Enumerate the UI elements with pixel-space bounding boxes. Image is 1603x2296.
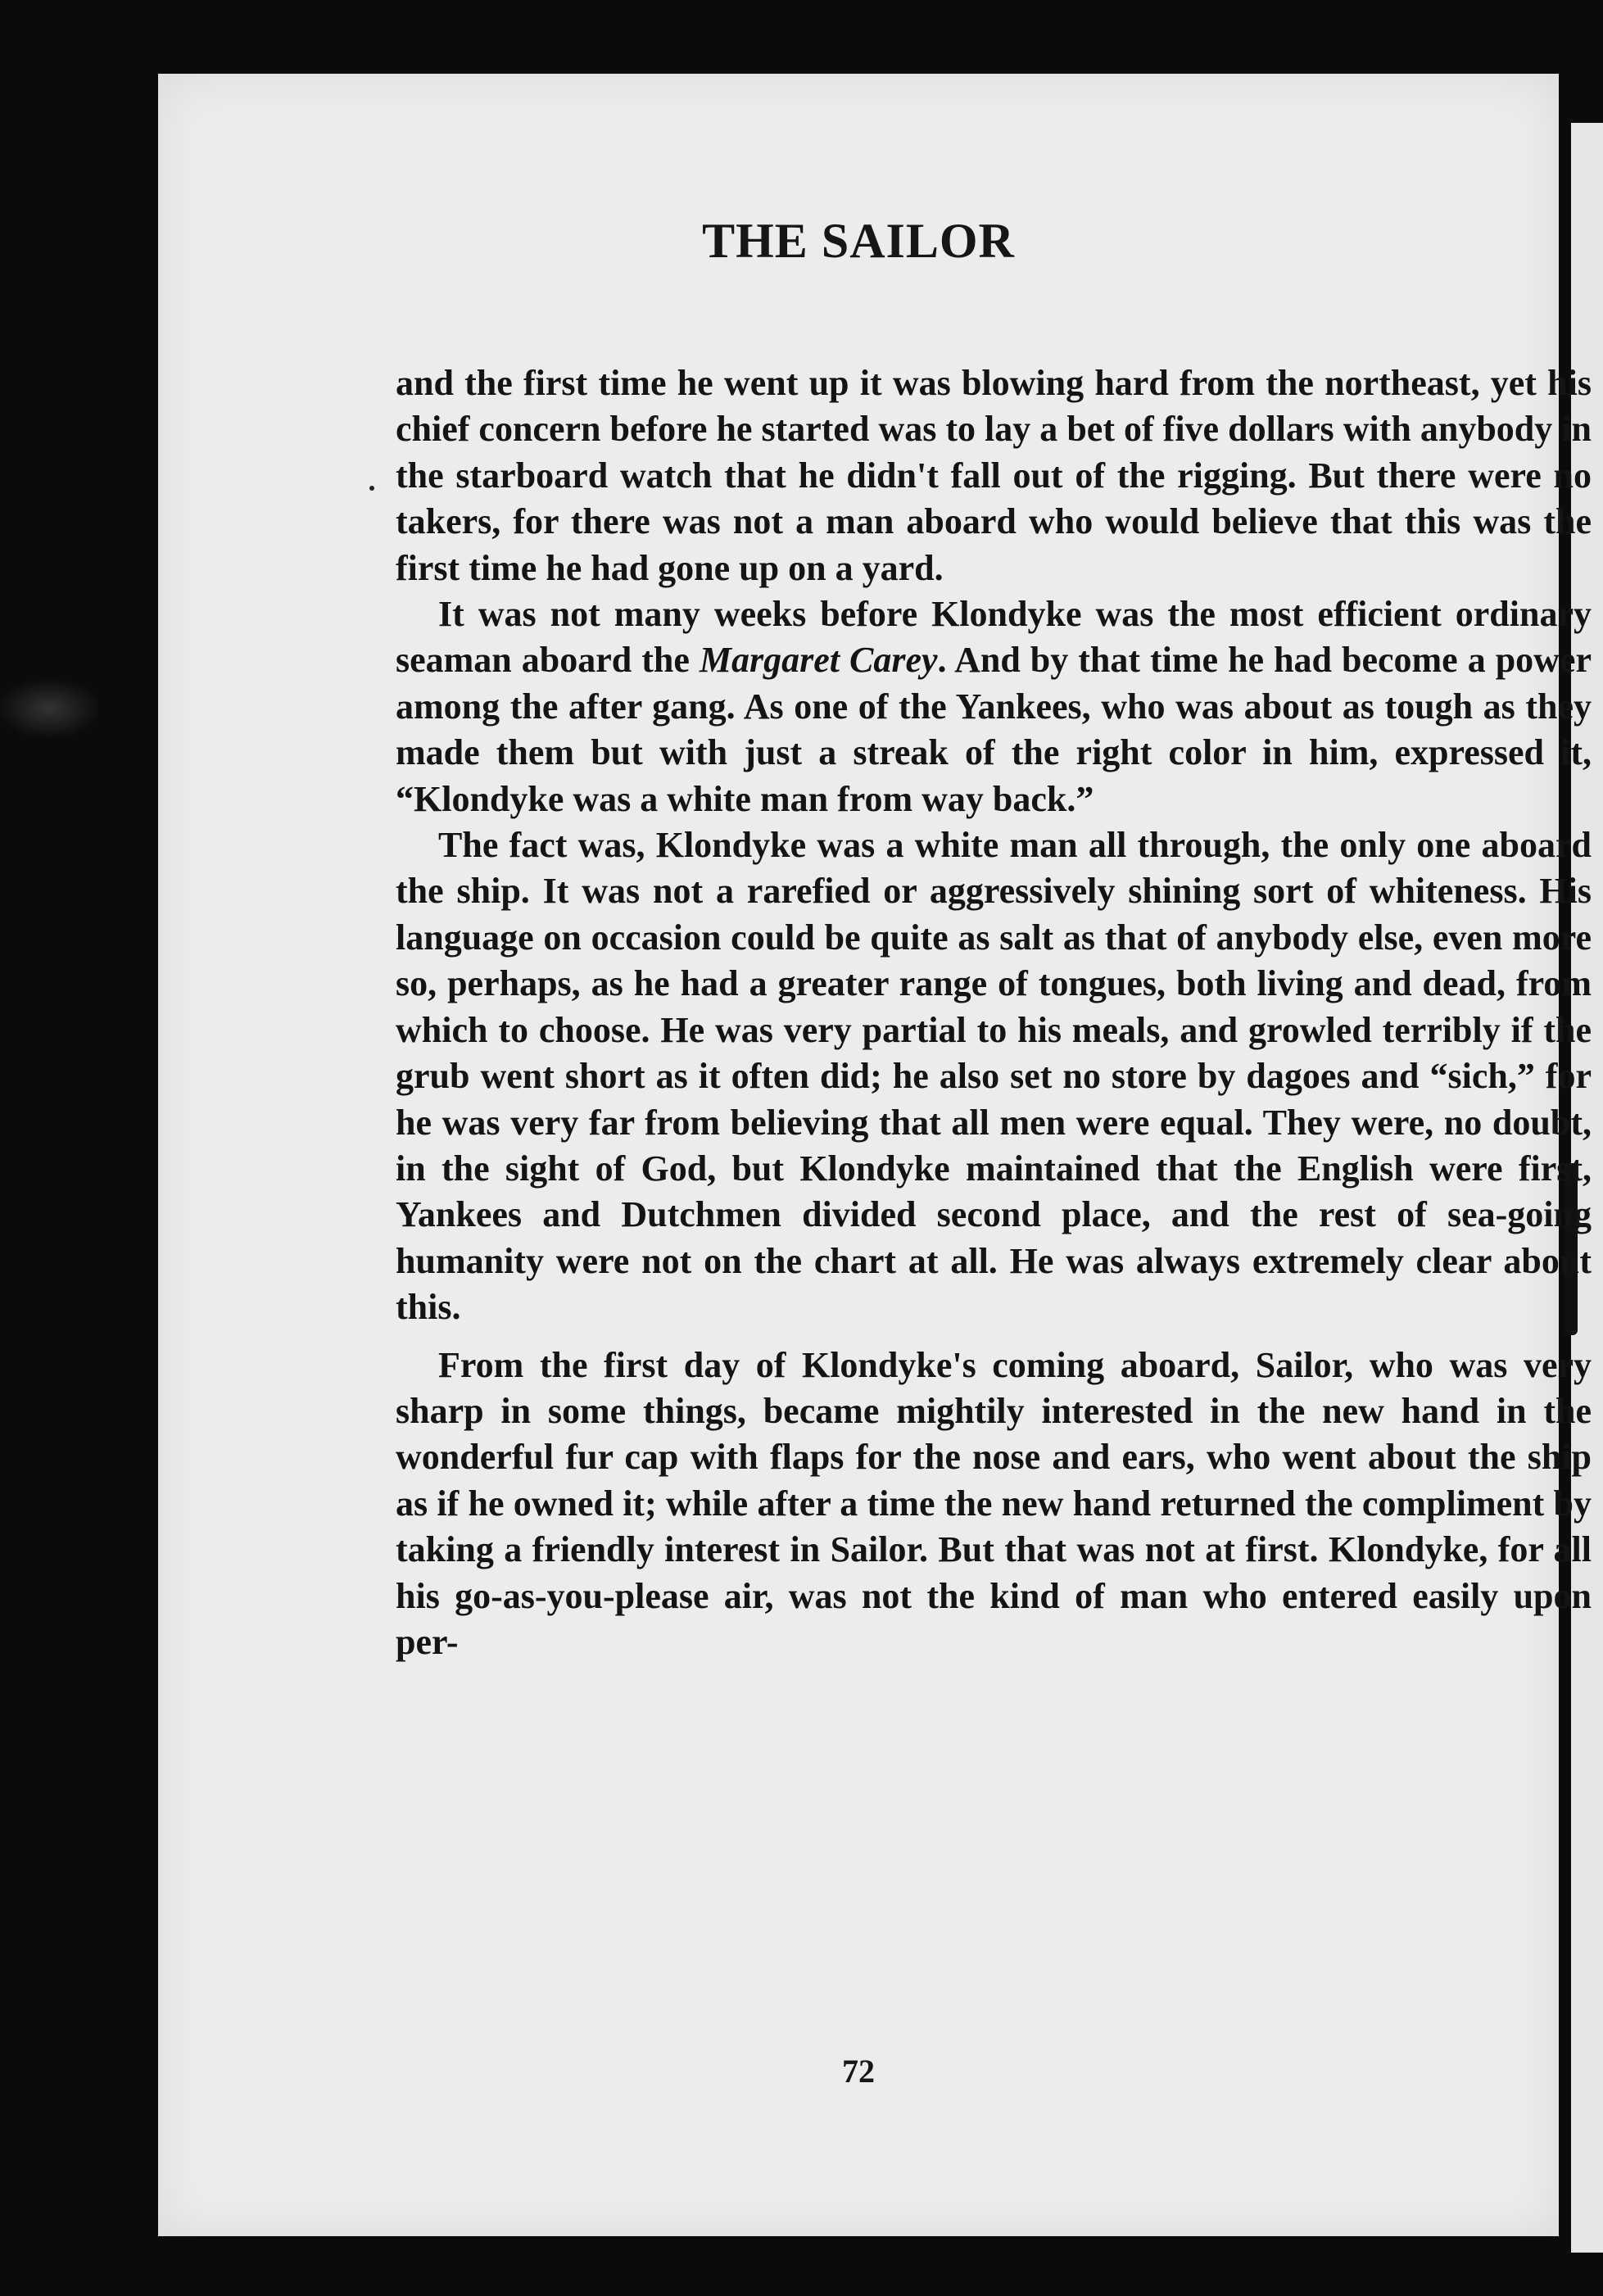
ink-speck xyxy=(369,486,374,491)
paragraph-text: . And by that time he had become a power among the after gang. As one of the Yankees, who was about as tough as they made them but with just a streak of the right color in him, expressed it, “Klondyke was a white man from way back.” xyxy=(396,640,1592,819)
scan-smudge xyxy=(0,680,98,737)
book-page xyxy=(158,74,1592,2236)
paragraph-text: The fact was, Klondyke was a white man all through, the only one aboard the ship. It was not a rarefied or aggressively shining sort of whiteness. His language on occasion could be quite as salt as that of anybody else, even more so, perhaps, as he had a greater range of tongues, both living and dead, from which to choose. He was very partial to his meals, and growled terribly if the grub went short as it often did; he also set no store by dagoes and “sich,” for he was very far from believing that all men were equal. They were, no doubt, in the sight of God, but Klondyke maintained that the English were first, Yankees and Dutchmen divided second place, and the rest of sea-going humanity were not on the chart at all. He was always extremely clear about this. xyxy=(396,825,1592,1328)
paragraph xyxy=(396,1343,1592,1666)
ship-name: Margaret Carey xyxy=(699,640,938,681)
running-head: THE SAILOR xyxy=(702,214,1015,268)
paragraph xyxy=(396,360,1592,591)
page-number: 72 xyxy=(842,2053,875,2090)
paragraph-text: It was not many weeks before Klondyke was the most efficient ordinary seaman aboard the xyxy=(396,594,1592,681)
body-text xyxy=(396,360,1592,1665)
paragraph xyxy=(396,591,1592,822)
paragraph xyxy=(396,822,1592,1330)
paragraph-text: and the first time he went up it was blowing hard from the northeast, yet his chief concern before he started was to lay a bet of five dollars with anybody in the starboard watch that he didn't fall out of the rigging. But there were no takers, for there was not a man aboard who would believe that this was the first time he had gone up on a yard. xyxy=(396,363,1592,588)
paragraph-text: From the first day of Klondyke's coming aboard, Sailor, who was very sharp in some things, became mightily interested in the new hand in the wonderful fur cap with flaps for the nose and ears, who went about the ship as if he owned it; while after a time the new hand returned the compliment by taking a friendly interest in Sailor. But that was not at first. Klondyke, for all his go-as-you-please air, was not the kind of man who entered easily upon per- xyxy=(396,1344,1592,1662)
